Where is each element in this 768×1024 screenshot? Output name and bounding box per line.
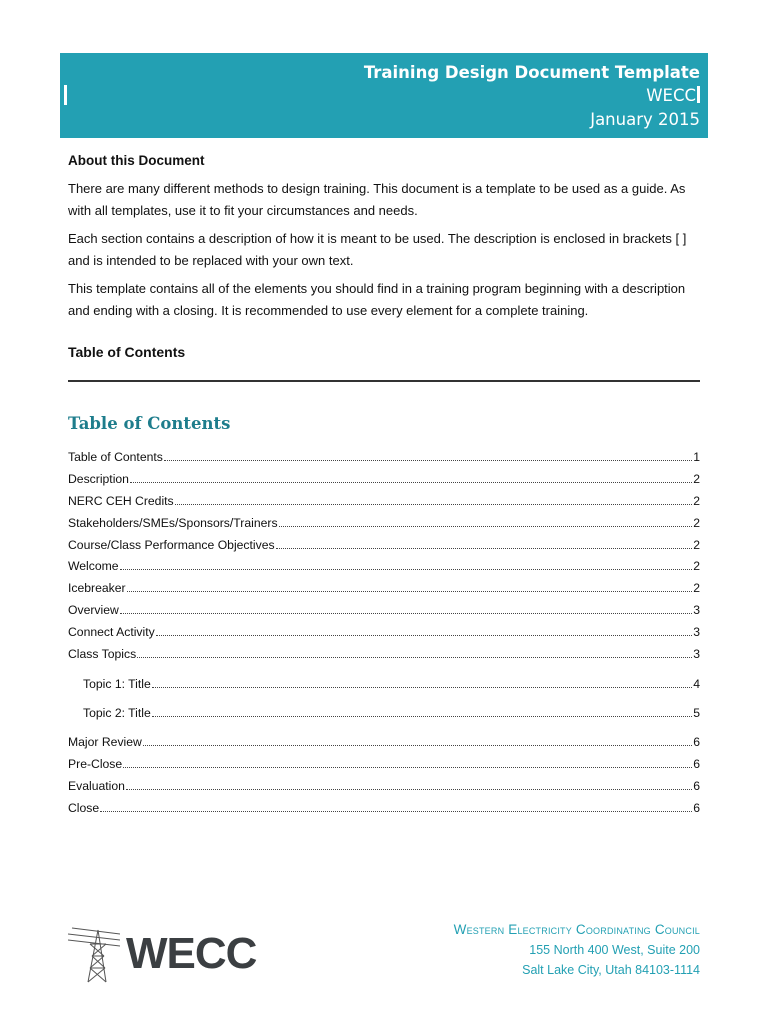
toc-entry-label: Stakeholders/SMEs/Sponsors/Trainers [68,516,278,530]
toc-leader-dots [276,538,693,549]
toc-entry-page: 4 [693,677,700,691]
footer-org-name: Western Electricity Coordinating Council [453,922,700,937]
toc-entry-label: Class Topics [68,647,137,661]
toc-leader-dots [126,779,692,790]
toc-entry-page: 2 [693,559,700,573]
toc-leader-dots [143,735,692,746]
toc-entry-page: 6 [693,757,700,771]
toc-section-heading: Table of Contents [68,344,186,360]
toc-entry-label: Welcome [68,559,119,573]
toc-entry-label: Icebreaker [68,581,126,595]
header-org-name: WECC [646,86,696,105]
logo-wordmark: WECC [126,929,257,978]
toc-entry-label: Major Review [68,735,142,749]
toc-leader-dots [120,603,692,614]
footer-address [454,920,700,980]
toc-leader-dots [120,559,693,570]
toc-entry-label: NERC CEH Credits [68,494,174,508]
toc-entry-label: Evaluation [68,779,125,793]
toc-entry-label: Table of Contents [68,450,163,464]
toc-entry-label: Close [68,801,100,815]
toc-leader-dots [100,801,692,812]
toc-entry[interactable] [68,706,700,724]
toc-leader-dots [130,472,692,483]
toc-entry[interactable] [68,735,700,753]
toc-entry-label: Topic 1: Title [83,677,151,691]
toc-entry-page: 2 [693,472,700,486]
toc-entry[interactable] [68,757,700,775]
toc-entry[interactable] [68,472,700,490]
header-text-block [364,61,700,132]
about-section [68,150,700,322]
toc-entry-page: 5 [693,706,700,720]
section-divider [68,380,700,382]
toc-entry[interactable] [68,801,700,819]
toc-entry[interactable] [68,516,700,534]
toc-leader-dots [164,450,692,461]
toc-entry-page: 2 [693,581,700,595]
toc-leader-dots [156,625,693,636]
toc-entry[interactable] [68,647,700,665]
toc-leader-dots [152,677,692,688]
header-banner [60,53,708,138]
toc-entry-page: 2 [693,538,700,552]
toc-entry[interactable] [68,450,700,468]
document-title: Training Design Document Template [363,63,700,82]
toc-entry[interactable] [68,603,700,621]
toc-leader-dots [175,494,693,505]
about-paragraph-3: This template contains all of the elements you should find in a training program beginning with a description and ending with a closing. It is recommended to use every element for a complete training. [68,281,686,318]
about-paragraph-1: There are many different methods to design training. This document is a template to be used as a guide. As with all templates, use it to fit your circumstances and needs. [68,181,686,218]
footer-address-line-2: Salt Lake City, Utah 84103-1114 [522,963,700,977]
text-cursor [697,86,700,103]
toc-entry-label: Overview [68,603,119,617]
toc-entry-label: Description [68,472,129,486]
toc-entry-page: 6 [693,779,700,793]
toc-entry-page: 1 [693,450,700,464]
toc-entry[interactable] [68,494,700,512]
toc-entry[interactable] [68,677,700,695]
toc-entry-label: Course/Class Performance Objectives [68,538,275,552]
wecc-logo [68,922,268,984]
toc-entry-page: 2 [693,494,700,508]
toc-entry-label: Pre-Close [68,757,123,771]
toc-entry-page: 3 [693,625,700,639]
toc-entry-page: 6 [693,735,700,749]
toc-leader-dots [123,757,692,768]
toc-entry[interactable] [68,538,700,556]
transmission-tower-icon [68,922,120,984]
toc-leader-dots [127,581,693,592]
toc-entry-page: 6 [693,801,700,815]
about-heading: About this Document [68,153,205,168]
toc-entry-page: 3 [693,603,700,617]
toc-title: Table of Contents [68,414,231,433]
footer-address-line-1: 155 North 400 West, Suite 200 [529,943,700,957]
toc-entry[interactable] [68,625,700,643]
header-org [364,84,700,107]
about-paragraph-2: Each section contains a description of how it is meant to be used. The description is enclosed in brackets [ ] and is intended to be replaced with your own text. [68,231,687,268]
toc-entry-page: 3 [693,647,700,661]
toc-entry[interactable] [68,581,700,599]
toc-leader-dots [152,706,692,717]
document-date: January 2015 [590,110,700,129]
toc-entry-label: Topic 2: Title [83,706,151,720]
toc-entry[interactable] [68,559,700,577]
toc-leader-dots [137,647,692,658]
toc-entry[interactable] [68,779,700,797]
toc-entry-page: 2 [693,516,700,530]
toc-leader-dots [279,516,693,527]
header-marker [64,85,67,105]
toc-entry-label: Connect Activity [68,625,155,639]
